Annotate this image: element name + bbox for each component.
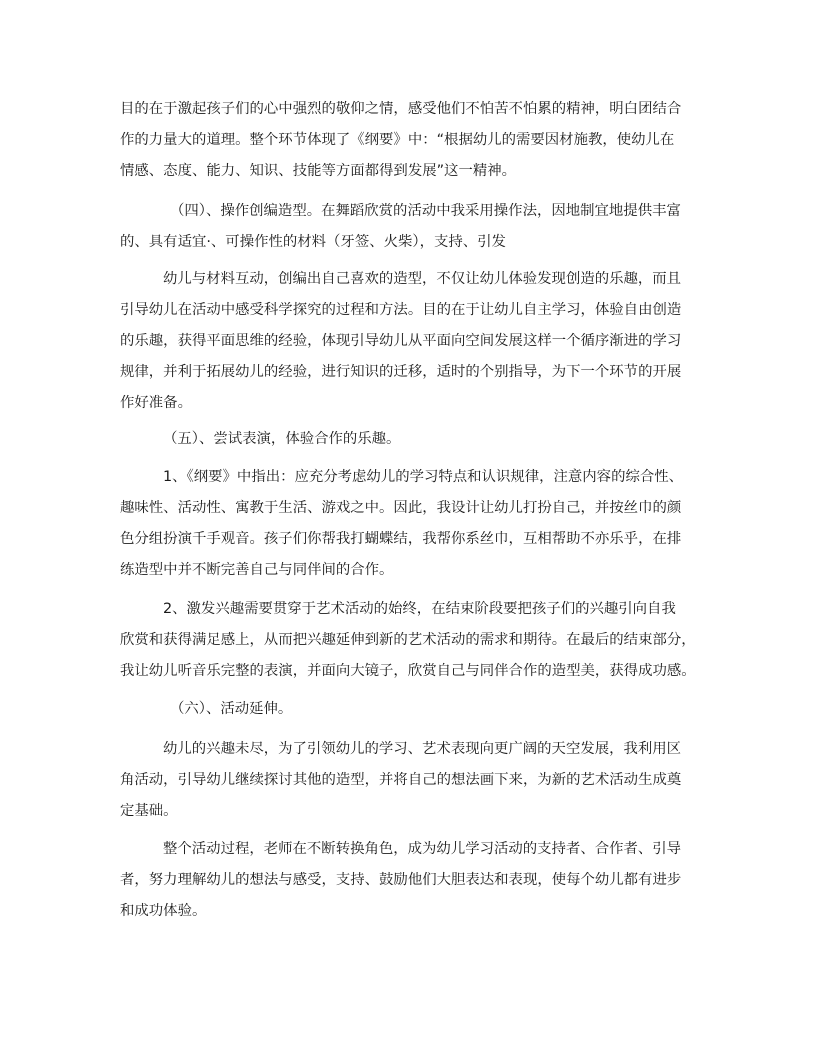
text-line: 色分组扮演千手观音。孩子们你帮我打蝴蝶结，我帮你系丝巾，互相帮助不亦乐乎，在排 [120, 531, 682, 547]
text-line: 幼儿与材料互动，创编出自己喜欢的造型，不仅让幼儿体验发现创造的乐趣，而且 [163, 271, 682, 287]
text-line: 我让幼儿听音乐完整的表演，并面向大镜子，欣赏自己与同伴合作的造型美，获得成功感。 [120, 663, 696, 679]
section-heading-4 [120, 196, 700, 258]
text-line: 欣赏和获得满足感上，从而把兴趣延伸到新的艺术活动的需求和期待。在最后的结束部分， [120, 632, 696, 648]
section-heading-5 [120, 424, 700, 455]
text-line: 作好准备。 [120, 395, 192, 411]
text-line: 的乐趣，获得平面思维的经验，体现引导幼儿从平面向空间发展这样一个循序渐进的学习 [120, 333, 682, 349]
paragraph-item-1 [120, 462, 700, 586]
text-line: 2、激发兴趣需要贯穿于艺术活动的始终，在结束阶段要把孩子们的兴趣引向自我 [163, 601, 676, 617]
text-line: 目的在于激起孩子们的心中强烈的敬仰之情，感受他们不怕苦不怕累的精神，明白团结合 [120, 101, 682, 117]
text-line: 幼儿的兴趣未尽，为了引领幼儿的学习、艺术表现向更广阔的天空发展，我利用区 [163, 741, 682, 757]
paragraph-material-interaction [120, 264, 700, 419]
text-line: （四）、操作创编造型。在舞蹈欣赏的活动中我采用操作法，因地制宜地提供丰富 [170, 203, 681, 219]
text-line: 和成功体验。 [120, 903, 207, 919]
paragraph-extension [120, 734, 700, 827]
paragraph-goal [120, 94, 700, 187]
section-heading-6 [120, 694, 700, 725]
text-line: 引导幼儿在活动中感受科学探究的过程和方法。目的在于让幼儿自主学习，体验自由创造 [120, 302, 682, 318]
text-line: 定基础。 [120, 803, 178, 819]
text-line: 者，努力理解幼儿的想法与感受，支持、鼓励他们大胆表达和表现，使每个幼儿都有进步 [120, 872, 682, 888]
text-line: 角活动，引导幼儿继续探讨其他的造型，并将自己的想法画下来，为新的艺术活动生成奠 [120, 772, 682, 788]
text-line: 练造型中并不断完善自己与同伴间的合作。 [120, 562, 394, 578]
text-line: 作的力量大的道理。整个环节体现了《纲要》中：“根据幼儿的需要因材施教，使幼儿在 [120, 132, 675, 148]
paragraph-summary [120, 834, 700, 927]
text-line: 趣味性、活动性、寓教于生活、游戏之中。因此，我设计让幼儿打扮自己，并按丝巾的颜 [120, 500, 682, 516]
paragraph-item-2 [120, 594, 700, 687]
text-line: 规律，并利于拓展幼儿的经验，进行知识的迁移，适时的个别指导，为下一个环节的开展 [120, 364, 682, 380]
text-line: 情感、态度、能力、知识、技能等方面都得到发展”这一精神。 [120, 163, 517, 179]
text-line: （六）、活动延伸。 [170, 701, 293, 717]
text-line: 整个活动过程，老师在不断转换角色，成为幼儿学习活动的支持者、合作者、引导 [163, 841, 682, 857]
text-line: （五）、尝试表演，体验合作的乐趣。 [163, 431, 401, 447]
text-line: 的、具有适宜·、可操作性的材料（牙签、火柴），支持、引发 [120, 234, 506, 250]
text-line: 1、《纲要》中指出：应充分考虑幼儿的学习特点和认识规律，注意内容的综合性、 [163, 469, 684, 485]
